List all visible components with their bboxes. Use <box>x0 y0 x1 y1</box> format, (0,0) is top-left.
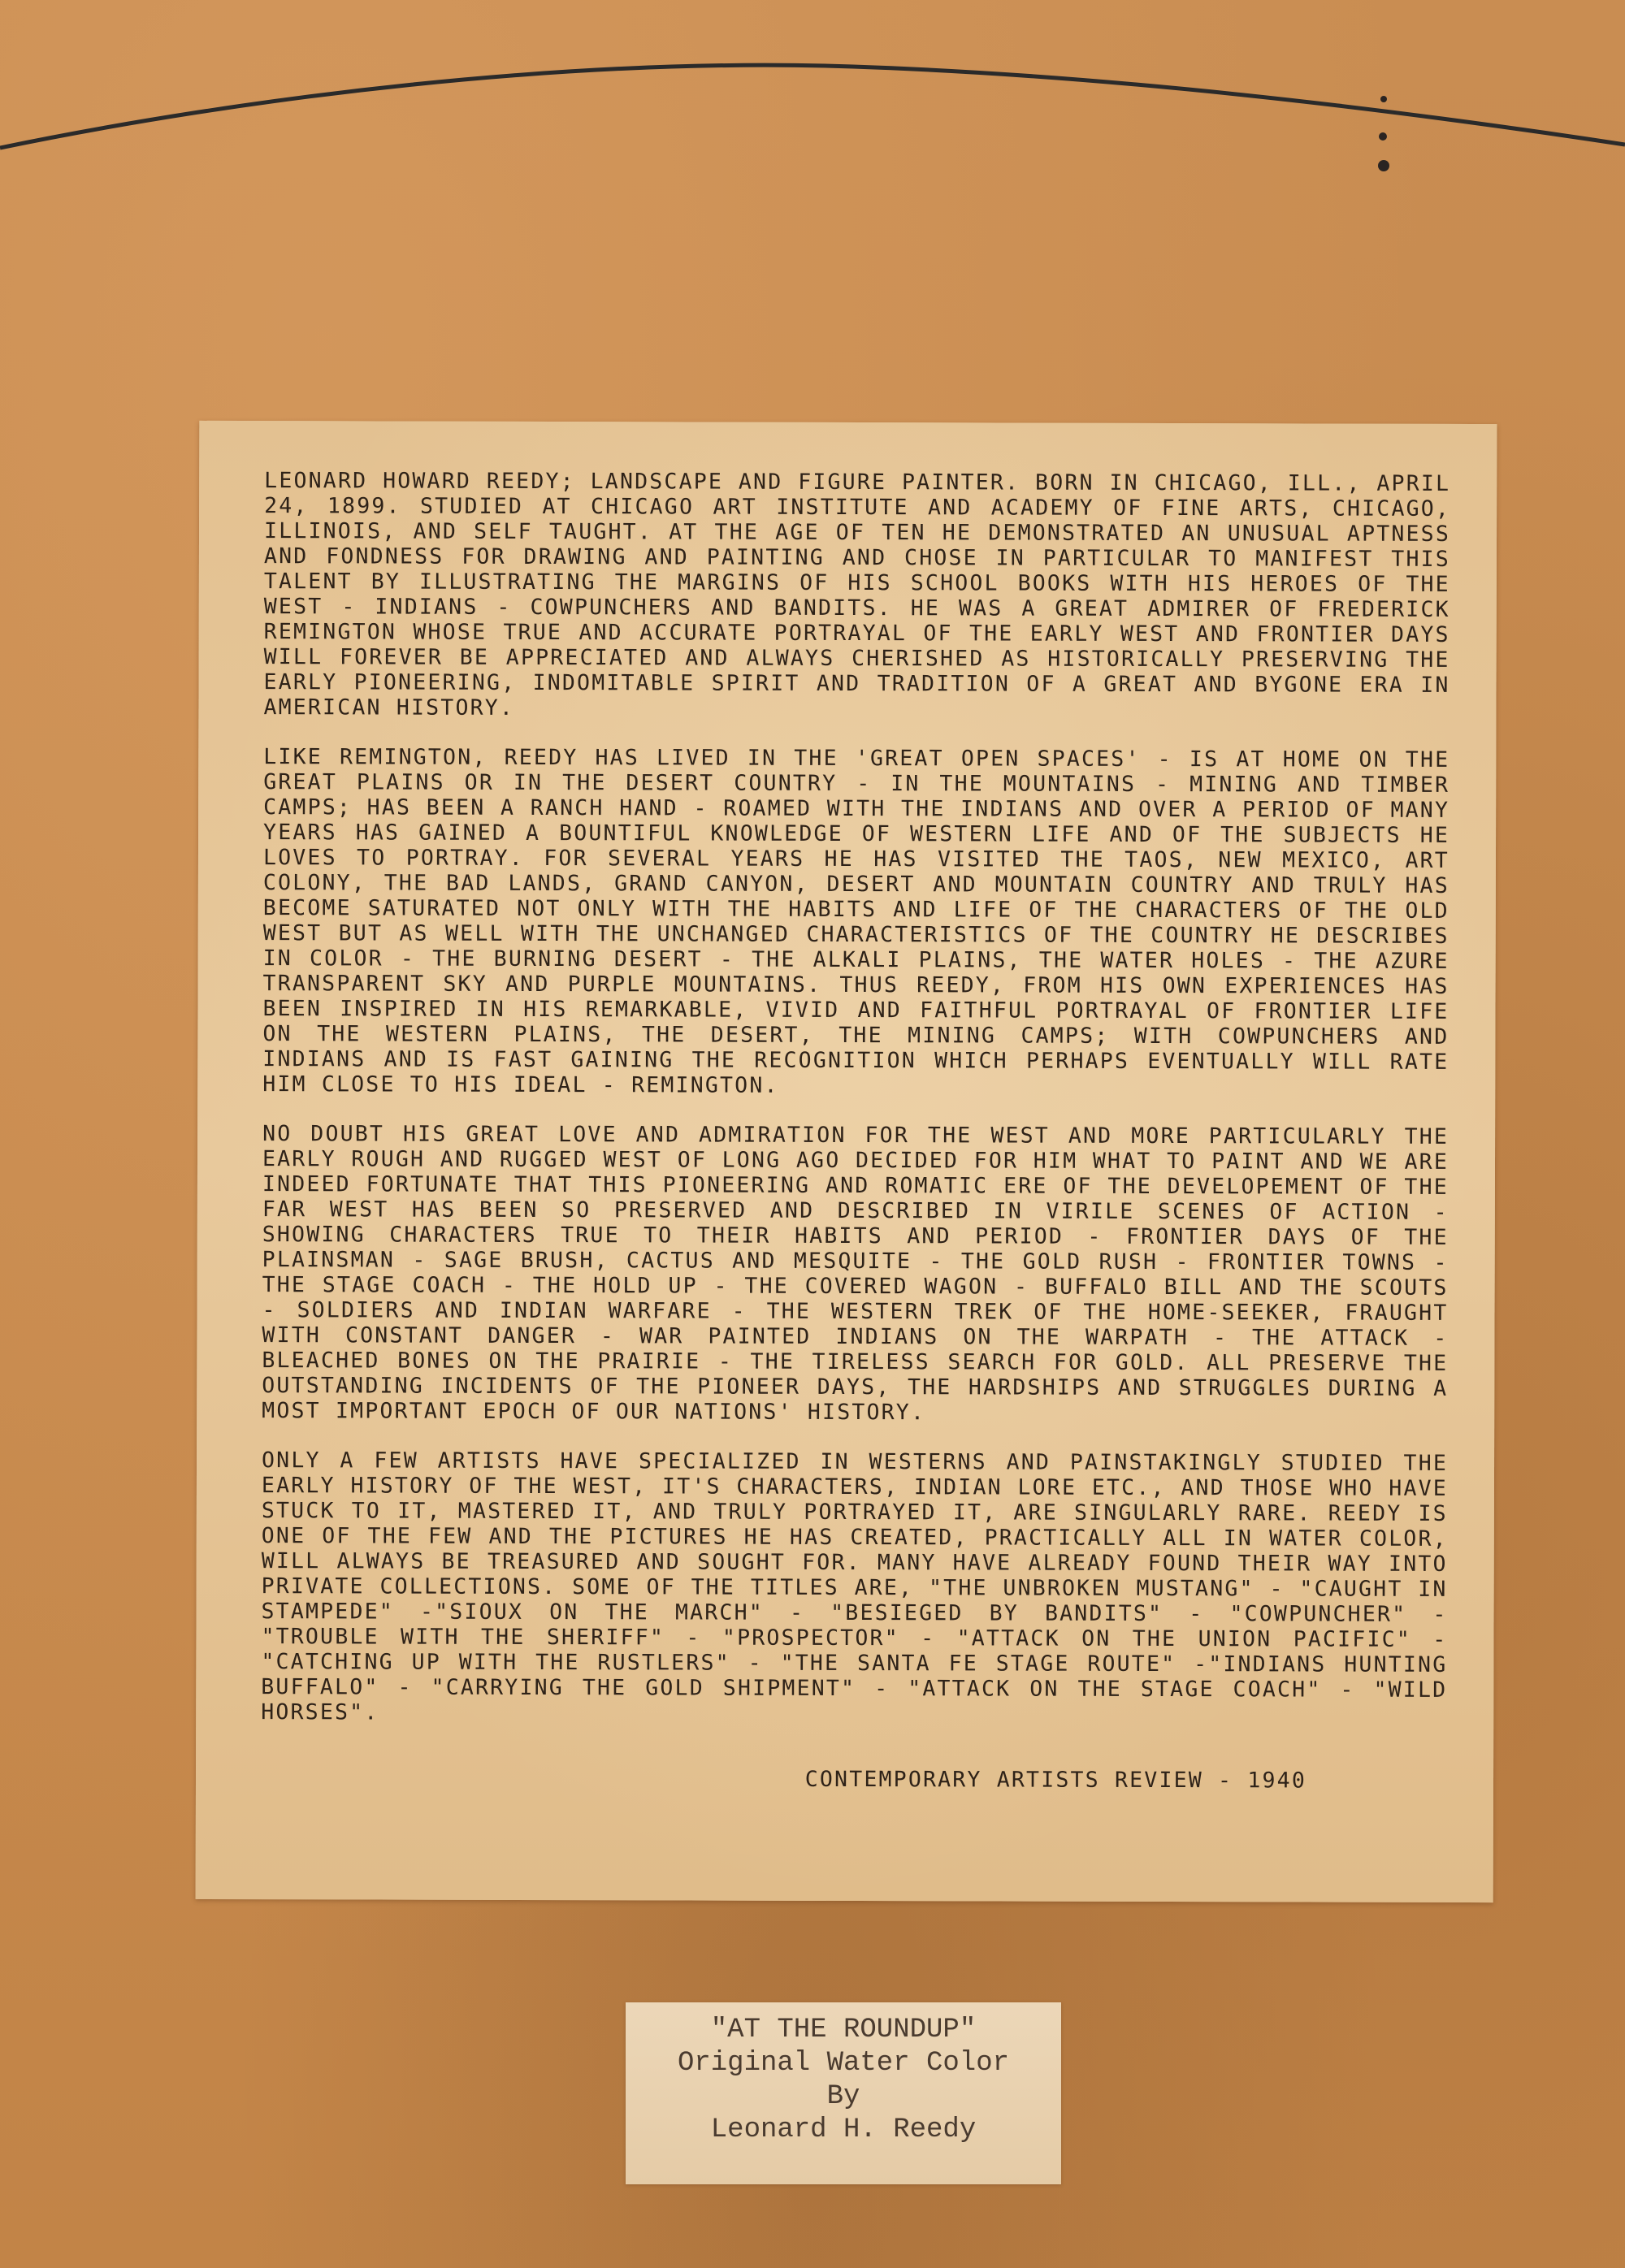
review-source-credit: CONTEMPORARY ARTISTS REVIEW - 1940 <box>804 1766 1307 1794</box>
artwork-title: "AT THE ROUNDUP" <box>710 2015 977 2045</box>
review-paragraph-2: LIKE REMINGTON, REEDY HAS LIVED IN THE 'GREAT OPEN SPACES' - IS AT HOME ON THE GREAT PLAINS OR IN THE DESERT COUNTRY - IN THE MOUNTAINS - MINING AND TIMBER CAMPS; HAS BEEN A RANCH HAND - ROAMED WITH THE INDIANS AND OVER A PERIOD OF MANY YEARS HAS GAINED A BOUNTIFUL KNOWLEDGE OF WESTERN LIFE AND OF THE SUBJECTS HE LOVES TO PORTRAY. FOR SEVERAL YEARS HE HAS VISITED THE TAOS, NEW MEXICO, ART COLONY, THE BAD LANDS, GRAND CANYON, DESERT AND MOUNTAIN COUNTRY AND TRULY HAS BECOME SATURATED NOT ONLY WITH THE HABITS AND LIFE OF THE CHARACTERS OF THE OLD WEST BUT AS WELL WITH THE UNCHANGED CHARACTERISTICS OF THE COUNTRY HE DESCRIBES IN COLOR - THE BURNING DESERT - THE ALKALI PLAINS, THE WATER HOLES - THE AZURE TRANSPARENT SKY AND PURPLE MOUNTAINS. THUS REEDY, FROM HIS OWN EXPERIENCES HAS BEEN INSPIRED IN HIS REMARKABLE, VIVID AND FAITHFUL PORTRAYAL OF FRONTIER LIFE ON THE WESTERN PLAINS, THE DESERT, THE MINING CAMPS; WITH COWPUNCHERS AND INDIANS AND IS FAST GAINING THE RECOGNITION WHICH PERHAPS EVENTUALLY WILL RATE HIM CLOSE TO HIS IDEAL - REMINGTON. <box>262 744 1450 1098</box>
hanging-wire <box>0 0 1625 211</box>
artwork-artist: Leonard H. Reedy <box>710 2114 977 2145</box>
review-paragraph-3: NO DOUBT HIS GREAT LOVE AND ADMIRATION FOR THE WEST AND MORE PARTICULARLY THE EARLY ROUGH AND RUGGED WEST OF LONG AGO DECIDED FOR HIM WHAT TO PAINT AND WE ARE INDEED FORTUNATE THAT THIS PIONEERING AND ROMATIC ERE OF THE DEVELOPEMENT OF THE FAR WEST HAS BEEN SO PRESERVED AND DESCRIBED IN VIRILE SCENES OF ACTION - SHOWING CHARACTERS TRUE TO THEIR HABITS AND PERIOD - FRONTIER DAYS OF THE PLAINSMAN - SAGE BRUSH, CACTUS AND MESQUITE - THE GOLD RUSH - FRONTIER TOWNS - THE STAGE COACH - THE HOLD UP - THE COVERED WAGON - BUFFALO BILL AND THE SCOUTS - SOLDIERS AND INDIAN WARFARE - THE WESTERN TREK OF THE HOME-SEEKER, FRAUGHT WITH CONSTANT DANGER - WAR PAINTED INDIANS ON THE WARPATH - THE ATTACK - BLEACHED BONES ON THE PRAIRIE - THE TIRELESS SEARCH FOR GOLD. ALL PRESERVE THE OUTSTANDING INCIDENTS OF THE PIONEER DAYS, THE HARDSHIPS AND STRUGGLES DURING A MOST IMPORTANT EPOCH OF OUR NATIONS' HISTORY. <box>262 1121 1450 1426</box>
artwork-medium: Original Water Color <box>677 2048 1010 2079</box>
artwork-title-label <box>626 2002 1061 2184</box>
review-paragraph-4: ONLY A FEW ARTISTS HAVE SPECIALIZED IN WESTERNS AND PAINSTAKINGLY STUDIED THE EARLY HISTORY OF THE WEST, IT'S CHARACTERS, INDIAN LORE ETC., AND THOSE WHO HAVE STUCK TO IT, MASTERED IT, AND TRULY PORTRAYED IT, ARE SINGULARLY RARE. REEDY IS ONE OF THE FEW AND THE PICTURES HE HAS CREATED, PRACTICALLY ALL IN WATER COLOR, WILL ALWAYS BE TREASURED AND SOUGHT FOR. MANY HAVE ALREADY FOUND THEIR WAY INTO PRIVATE COLLECTIONS. SOME OF THE TITLES ARE, "THE UNBROKEN MUSTANG" - "CAUGHT IN STAMPEDE" -"SIOUX ON THE MARCH" - "BESIEGED BY BANDITS" - "COWPUNCHER" - "TROUBLE WITH THE SHERIFF" - "PROSPECTOR" - "ATTACK ON THE UNION PACIFIC" - "CATCHING UP WITH THE RUSTLERS" - "THE SANTA FE STAGE ROUTE" -"INDIANS HUNTING BUFFALO" - "CARRYING THE GOLD SHIPMENT" - "ATTACK ON THE STAGE COACH" - "WILD HORSES". <box>261 1448 1449 1725</box>
artwork-by: By <box>826 2081 860 2112</box>
review-paragraph-1: LEONARD HOWARD REEDY; LANDSCAPE AND FIGURE PAINTER. BORN IN CHICAGO, ILL., APRIL 24, 1899. STUDIED AT CHICAGO ART INSTITUTE AND ACADEMY OF FINE ARTS, CHICAGO, ILLINOIS, AND SELF TAUGHT. AT THE AGE OF TEN HE DEMONSTRATED AN UNUSUAL APTNESS AND FONDNESS FOR DRAWING AND PAINTING AND CHOSE IN PARTICULAR TO MANIFEST THIS TALENT BY ILLUSTRATING THE MARGINS OF HIS SCHOOL BOOKS WITH HIS HEROES OF THE WEST - INDIANS - COWPUNCHERS AND BANDITS. HE WAS A GREAT ADMIRER OF FREDERICK REMINGTON WHOSE TRUE AND ACCURATE PORTRAYAL OF THE EARLY WEST AND FRONTIER DAYS WILL FOREVER BE APPRECIATED AND ALWAYS CHERISHED AS HISTORICALLY PRESERVING THE EARLY PIONEERING, INDOMITABLE SPIRIT AND TRADITION OF A GREAT AND BYGONE ERA IN AMERICAN HISTORY. <box>263 468 1451 721</box>
review-text <box>261 468 1450 1752</box>
artist-review-sheet <box>196 421 1497 1902</box>
